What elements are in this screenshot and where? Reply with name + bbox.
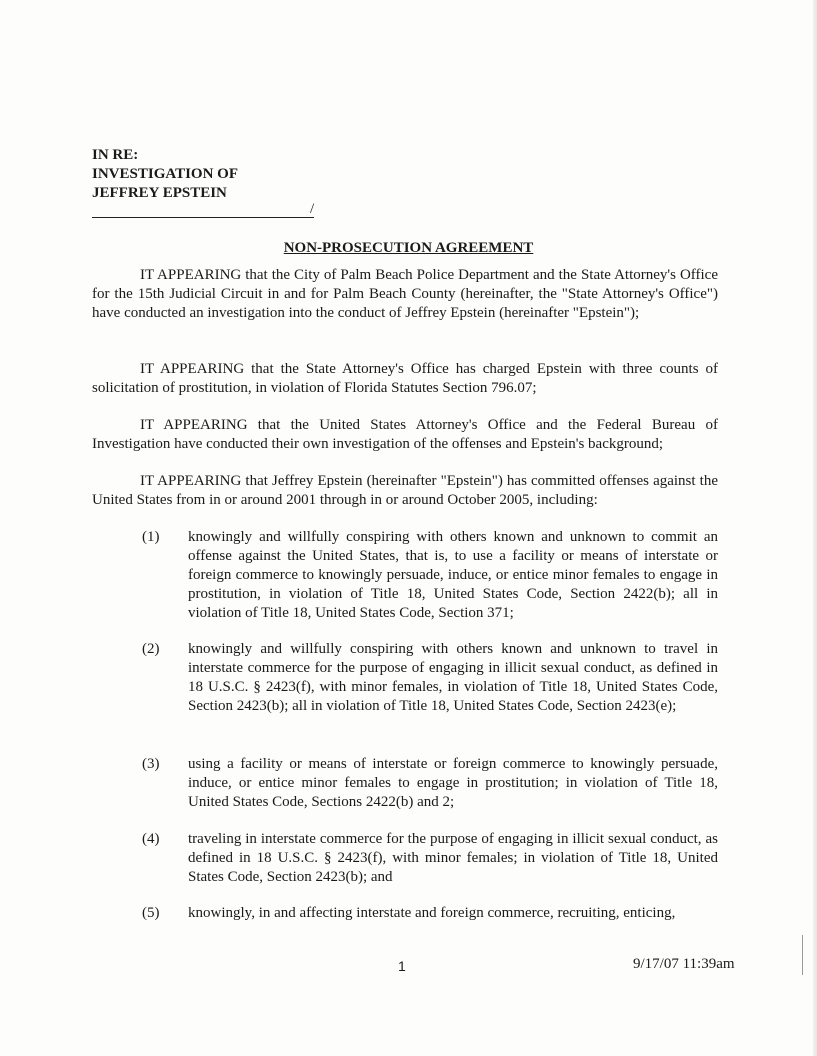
- paragraph-3: IT APPEARING that the United States Attorney's Office and the Federal Bureau of Investigation have conducted their own investigation of the offenses and Epstein's background;: [92, 417, 718, 452]
- list-item-number: (1): [142, 529, 160, 545]
- paragraph-2: IT APPEARING that the State Attorney's Office has charged Epstein with three counts of solicitation of prostitution, in violation of Florida Statutes Section 796.07;: [92, 361, 718, 396]
- page-number: 1: [398, 958, 406, 974]
- scan-mark: [802, 935, 803, 975]
- caption-underline: [92, 217, 314, 218]
- list-item-text: knowingly and willfully conspiring with others known and unknown to travel in interstate commerce for the purpose of engaging in illicit sexual conduct, as defined in 18 U.S.C. § 2423(f), with minor females, in violation of Title 18, United States Code, Section 2423(b); all in violation of Title 18, United States Code, Section 2423(e);: [188, 641, 718, 714]
- case-caption: [92, 146, 238, 203]
- list-item-number: (2): [142, 641, 160, 657]
- list-item-text: using a facility or means of interstate or foreign commerce to knowingly persuade, induce, or entice minor females to engage in prostitution; in violation of Title 18, United States Code, Sections 2422(b) and 2;: [188, 756, 718, 810]
- list-item-text: traveling in interstate commerce for the purpose of engaging in illicit sexual conduct, as defined in 18 U.S.C. § 2423(f), with minor females; in violation of Title 18, United States Code, Section 2423(b); and: [188, 831, 718, 885]
- caption-line-investigation: INVESTIGATION OF: [92, 166, 239, 182]
- list-item-number: (3): [142, 756, 160, 772]
- document-title: [0, 239, 817, 258]
- print-timestamp: 9/17/07 11:39am: [633, 956, 735, 972]
- page-edge-shadow: [813, 0, 817, 1056]
- list-item-text: knowingly and willfully conspiring with others known and unknown to commit an offense against the United States, that is, to use a facility or means of interstate or foreign commerce to knowingly persuade, induce, or entice minor females to engage in prostitution, in violation of Title 18, United States Code, Section 2422(b); all in violation of Title 18, United States Code, Section 371;: [188, 529, 718, 621]
- caption-line-name: JEFFREY EPSTEIN: [92, 185, 227, 201]
- list-item-number: (4): [142, 831, 160, 847]
- caption-slash: /: [310, 201, 315, 217]
- caption-line-in-re: IN RE:: [92, 147, 139, 163]
- document-title-text: NON-PROSECUTION AGREEMENT: [283, 240, 534, 256]
- list-item-text: knowingly, in and affecting interstate and foreign commerce, recruiting, enticing,: [188, 905, 676, 921]
- list-item-number: (5): [142, 905, 160, 921]
- paragraph-1: IT APPEARING that the City of Palm Beach Police Department and the State Attorney's Office for the 15th Judicial Circuit in and for Palm Beach County (hereinafter, the "State Attorney's Office") have conducted an investigation into the conduct of Jeffrey Epstein (hereinafter "Epstein");: [92, 267, 718, 321]
- paragraph-4: IT APPEARING that Jeffrey Epstein (hereinafter "Epstein") has committed offenses against the United States from in or around 2001 through in or around October 2005, including:: [92, 473, 718, 508]
